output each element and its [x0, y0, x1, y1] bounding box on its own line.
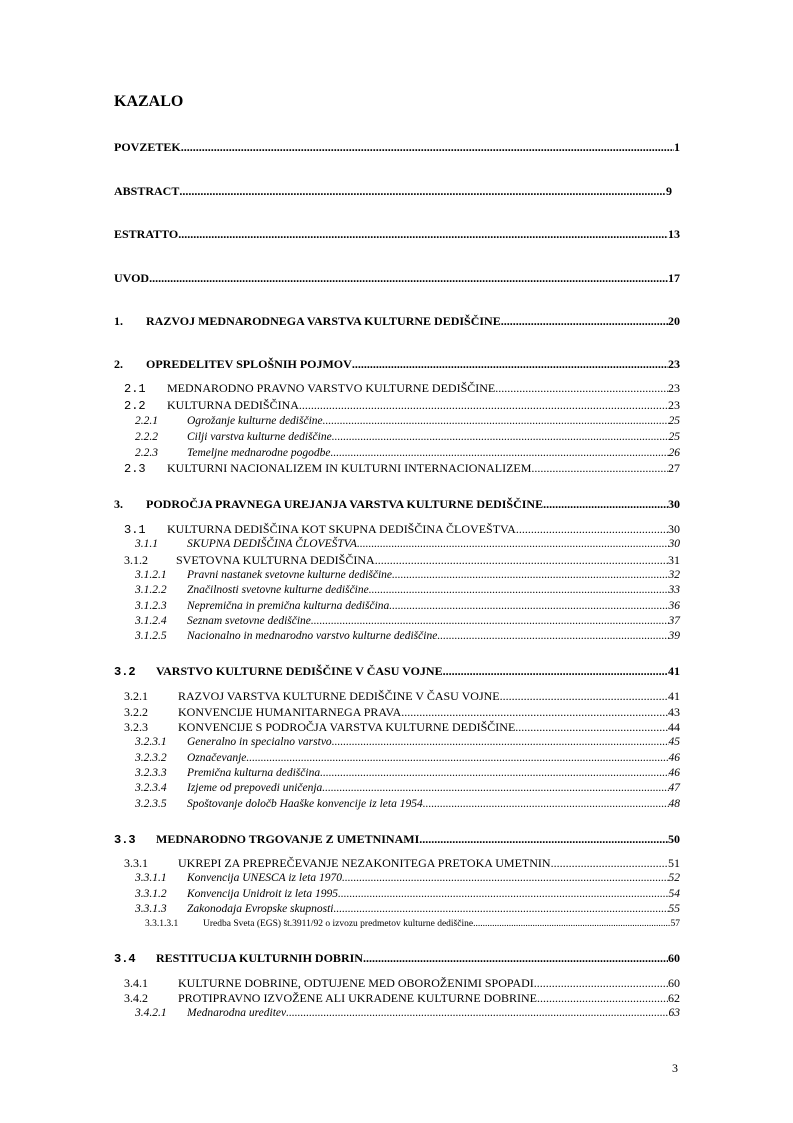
toc-entry-number: 3.3 [114, 833, 136, 847]
toc-entry-3-4[interactable] [114, 950, 680, 968]
toc-entry-3-2-1[interactable] [124, 688, 680, 705]
dot-leader [419, 831, 668, 848]
toc-entry-title: Nacionalno in mednarodno varstvo kulturne dediščine [187, 630, 438, 642]
toc-entry-page: 43 [668, 705, 680, 719]
dot-leader [437, 628, 668, 645]
toc-entry-number: 3.2.3.1 [135, 736, 167, 748]
toc-entry-title: Temeljne mednarodne pogodbe [187, 447, 331, 459]
toc-entry-estratto[interactable] [114, 226, 680, 243]
toc-entry-3-2-3-1[interactable] [135, 734, 680, 751]
toc-entry-number: 3.3.1.3.1 [145, 919, 179, 929]
toc-entry-number: 2.2.1 [135, 415, 158, 427]
toc-entry-title: OPREDELITEV SPLOŠNIH POJMOV [146, 357, 352, 371]
dot-leader [323, 413, 669, 430]
toc-entry-title: RESTITUCIJA KULTURNIH DOBRIN [156, 951, 363, 965]
toc-entry-page: 25 [668, 431, 680, 443]
toc-entry-page: 30 [668, 497, 680, 511]
toc-entry-title: Mednarodna ureditev [187, 1007, 287, 1019]
toc-entry-3-4-2-1[interactable] [135, 1005, 680, 1022]
toc-entry-title: Zakonodaja Evropske skupnosti [187, 903, 334, 915]
toc-entry-page: 46 [668, 752, 680, 764]
toc-entry-page: 9 [666, 184, 672, 198]
toc-entry-number: 3.3.1.2 [135, 888, 167, 900]
dot-leader [332, 429, 669, 446]
dot-leader [342, 870, 668, 887]
toc-entry-number: 3. [114, 497, 123, 511]
dot-leader [423, 796, 669, 813]
toc-entry-page: 62 [668, 991, 680, 1005]
toc-entry-number: 3.4.2 [124, 991, 148, 1005]
toc-entry-page: 1 [674, 140, 680, 154]
dot-leader [363, 950, 668, 967]
toc-entry-number: 3.1.2.1 [135, 569, 167, 581]
toc-entry-3-3-1-1[interactable] [135, 870, 680, 887]
toc-entry-number: 3.1.2.5 [135, 630, 167, 642]
toc-entry-2-1[interactable] [124, 380, 680, 398]
dot-leader [500, 688, 668, 705]
toc-entry-2-3[interactable] [124, 460, 680, 478]
toc-entry-page: 23 [668, 357, 680, 371]
toc-entry-page: 45 [668, 736, 680, 748]
toc-entry-page: 37 [668, 615, 680, 627]
toc-entry-number: 2.1 [124, 382, 146, 396]
toc-entry-abstract[interactable] [114, 183, 672, 200]
toc-entry-title: Ogrožanje kulturne dediščine [187, 415, 323, 427]
toc-entry-title: Pravni nastanek svetovne kulturne dediščine [187, 569, 393, 581]
toc-entry-title: UVOD [114, 271, 150, 285]
toc-entry-number: 2.3 [124, 462, 146, 476]
toc-entry-number: 3.1.2.4 [135, 615, 167, 627]
toc-entry-number: 2.2.2 [135, 431, 158, 443]
dot-leader [286, 1005, 668, 1022]
dot-leader [179, 183, 666, 200]
toc-entry-chapter-1[interactable] [114, 313, 680, 330]
toc-entry-page: 25 [668, 415, 680, 427]
toc-entry-title: PROTIPRAVNO IZVOŽENE ALI UKRADENE KULTURNE DOBRINE [178, 991, 537, 1005]
toc-entry-page: 17 [668, 271, 680, 285]
toc-entry-chapter-3[interactable] [114, 496, 680, 513]
toc-entry-title: ABSTRACT [114, 184, 180, 198]
toc-entry-page: 47 [668, 782, 680, 794]
toc-entry-3-1-1[interactable] [135, 536, 680, 553]
dot-leader [352, 356, 668, 373]
toc-entry-page: 23 [668, 398, 680, 412]
toc-entry-number: 3.1.2.3 [135, 600, 167, 612]
dot-leader [543, 496, 668, 513]
toc-entry-title: RAZVOJ VARSTVA KULTURNE DEDIŠČINE V ČASU VOJNE [178, 689, 500, 703]
toc-entry-3-3-1-3-1[interactable] [145, 916, 680, 933]
toc-entry-number: 3.2.1 [124, 689, 148, 703]
toc-entry-title: KONVENCIJE S PODROČJA VARSTVA KULTURNE DEDIŠČINE [178, 720, 516, 734]
toc-entry-page: 36 [668, 600, 680, 612]
toc-entry-page: 20 [668, 314, 680, 328]
toc-entry-povzetek[interactable] [114, 139, 680, 156]
toc-entry-title: UKREPI ZA PREPREČEVANJE NEZAKONITEGA PRETOKA UMETNIN [178, 856, 551, 870]
dot-leader [332, 734, 669, 751]
toc-entry-3-1-2-2[interactable] [135, 582, 680, 599]
toc-entry-number: 3.4.2.1 [135, 1007, 167, 1019]
toc-entry-number: 3.2.3.4 [135, 782, 167, 794]
toc-entry-number: 3.1 [124, 523, 146, 537]
toc-entry-title: KULTURNA DEDIŠČINA [167, 398, 299, 412]
toc-entry-page: 30 [668, 522, 680, 536]
toc-entry-title: ESTRATTO [114, 227, 179, 241]
toc-entry-page: 39 [668, 630, 680, 642]
page-number: 3 [672, 1061, 678, 1075]
toc-entry-3-3[interactable] [114, 831, 680, 849]
toc-entry-page: 46 [668, 767, 680, 779]
toc-entry-number: 3.2.3 [124, 720, 148, 734]
toc-entry-title: KULTURNI NACIONALIZEM IN KULTURNI INTERNACIONALIZEM [167, 461, 532, 475]
dot-leader [443, 663, 668, 680]
dot-leader [369, 582, 669, 599]
toc-entry-title: Generalno in specialno varstvo [187, 736, 332, 748]
toc-entry-page: 26 [668, 447, 680, 459]
toc-entry-number: 3.1.2.2 [135, 584, 167, 596]
toc-entry-page: 55 [668, 903, 680, 915]
toc-entry-page: 54 [668, 888, 680, 900]
toc-entry-title: Nepremična in premična kulturna dediščina [187, 600, 390, 612]
dot-leader [149, 270, 668, 287]
dot-leader [299, 397, 668, 414]
toc-entry-number: 3.2 [114, 665, 136, 679]
toc-entry-chapter-2[interactable] [114, 356, 680, 373]
toc-entry-page: 13 [668, 227, 680, 241]
toc-entry-page: 31 [668, 553, 680, 567]
toc-entry-title: Seznam svetovne dediščine [187, 615, 311, 627]
dot-leader [357, 536, 669, 553]
toc-entry-page: 30 [668, 538, 680, 550]
toc-entry-3-2[interactable] [114, 663, 680, 681]
toc-entry-title: MEDNARODNO PRAVNO VARSTVO KULTURNE DEDIŠČINE [167, 381, 496, 395]
toc-entry-page: 60 [668, 976, 680, 990]
toc-entry-number: 2. [114, 357, 123, 371]
toc-entry-page: 63 [668, 1007, 680, 1019]
toc-entry-page: 27 [668, 461, 680, 475]
toc-entry-title: KULTURNA DEDIŠČINA KOT SKUPNA DEDIŠČINA ČLOVEŠTVA [167, 522, 516, 536]
dot-leader [322, 780, 668, 797]
toc-entry-3-1-2-5[interactable] [135, 628, 680, 645]
toc-entry-page: 33 [668, 584, 680, 596]
toc-entry-page: 32 [668, 569, 680, 581]
toc-entry-number: 3.2.3.5 [135, 798, 167, 810]
toc-entry-number: 1. [114, 314, 123, 328]
toc-entry-uvod[interactable] [114, 270, 680, 287]
toc-entry-title: POVZETEK [114, 140, 181, 154]
dot-leader [531, 460, 668, 477]
toc-entry-title: Izjeme od prepovedi uničenja [187, 782, 323, 794]
toc-entry-2-2-1[interactable] [135, 413, 680, 430]
toc-entry-number: 3.2.3.3 [135, 767, 167, 779]
toc-entry-page: 60 [668, 951, 680, 965]
dot-leader [178, 226, 668, 243]
toc-entry-title: KONVENCIJE HUMANITARNEGA PRAVA [178, 705, 402, 719]
toc-entry-title: Konvencija Unidroit iz leta 1995 [187, 888, 338, 900]
toc-entry-title: Značilnosti svetovne kulturne dediščine [187, 584, 369, 596]
toc-entry-title: MEDNARODNO TRGOVANJE Z UMETNINAMI [156, 832, 420, 846]
toc-entry-page: 51 [668, 856, 680, 870]
toc-entry-title: RAZVOJ MEDNARODNEGA VARSTVA KULTURNE DEDIŠČINE [146, 314, 501, 328]
toc-entry-title: Uredba Sveta (EGS) št.3911/92 o izvozu predmetov kulturne dediščine [203, 919, 474, 929]
toc-entry-page: 44 [668, 720, 680, 734]
toc-entry-number: 3.1.1 [135, 538, 158, 550]
toc-entry-title: SVETOVNA KULTURNA DEDIŠČINA [176, 553, 375, 567]
toc-entry-number: 3.3.1.3 [135, 903, 167, 915]
toc-entry-3-2-3-5[interactable] [135, 796, 680, 813]
toc-entry-number: 3.1.2 [124, 553, 148, 567]
toc-entry-number: 3.2.3.2 [135, 752, 167, 764]
toc-entry-3-2-3-4[interactable] [135, 780, 680, 797]
toc-entry-number: 2.2.3 [135, 447, 158, 459]
toc-entry-page: 57 [670, 919, 680, 929]
toc-entry-number: 3.3.1.1 [135, 872, 167, 884]
toc-entry-page: 41 [668, 664, 680, 678]
toc-entry-title: Konvencija UNESCA iz leta 1970 [187, 872, 343, 884]
toc-entry-page: 41 [668, 689, 680, 703]
toc-entry-title: KULTURNE DOBRINE, ODTUJENE MED OBOROŽENIMI SPOPADI [178, 976, 534, 990]
toc-entry-page: 50 [668, 832, 680, 846]
toc-entry-title: Spoštovanje določb Haaške konvencije iz leta 1954 [187, 798, 423, 810]
toc-entry-title: Premična kulturna dediščina [187, 767, 321, 779]
toc-entry-title: Označevanje [187, 752, 247, 764]
toc-entry-title: SKUPNA DEDIŠČINA ČLOVEŠTVA [187, 538, 357, 550]
toc-entry-page: 23 [668, 381, 680, 395]
page-title: KAZALO [114, 93, 184, 110]
dot-leader [501, 313, 668, 330]
toc-entry-page: 52 [668, 872, 680, 884]
toc-entry-number: 3.4 [114, 952, 136, 966]
dot-leader [495, 380, 668, 397]
dot-leader [473, 916, 670, 933]
toc-entry-title: PODROČJA PRAVNEGA UREJANJA VARSTVA KULTURNE DEDIŠČINE [146, 497, 544, 511]
toc-entry-number: 3.3.1 [124, 856, 148, 870]
toc-entry-number: 3.2.2 [124, 705, 148, 719]
toc-entry-2-2-2[interactable] [135, 429, 680, 446]
toc-entry-title: VARSTVO KULTURNE DEDIŠČINE V ČASU VOJNE [156, 664, 443, 678]
toc-entry-title: Cilji varstva kulturne dediščine [187, 431, 332, 443]
toc-entry-page: 48 [668, 798, 680, 810]
toc-entry-number: 3.4.1 [124, 976, 148, 990]
toc-entry-number: 2.2 [124, 399, 146, 413]
dot-leader [181, 139, 674, 156]
